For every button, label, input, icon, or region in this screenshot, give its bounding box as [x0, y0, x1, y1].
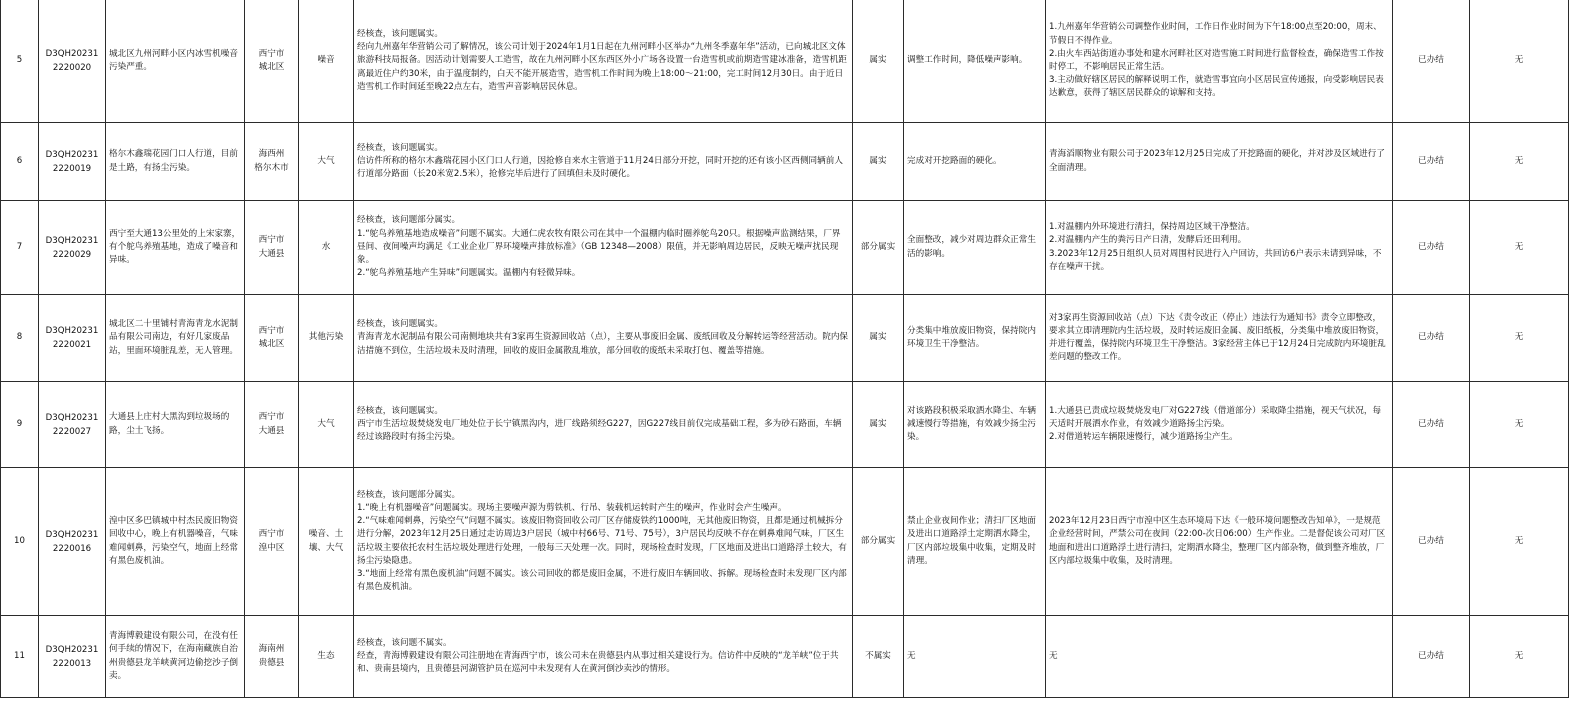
text-line: 1.对温棚内外环境进行清扫，保持周边区域干净整洁。 [1049, 222, 1255, 233]
admin-region [245, 616, 299, 698]
text-line: 湟中区 [258, 542, 285, 553]
admin-region [245, 468, 299, 616]
text-line: 1.“晚上有机器噪音”问题属实。现场主要噪声源为剪铁机、行吊、装载机运转时产生的噪声，作业时会产生噪声。 [357, 502, 787, 513]
handling-status: 已办结 [1393, 123, 1470, 201]
pollution-type: 生态 [299, 616, 354, 698]
text-line: D3QH20231 [45, 529, 99, 540]
text-line: 格尔木市 [254, 162, 289, 173]
complaint-content: 城北区九州河畔小区内冰雪机噪音污染严重。 [106, 0, 245, 123]
investigation-finding [354, 382, 853, 468]
text-line: 经向九州嘉年华营销公司了解情况，该公司计划于2024年1月1日起在九州河畔小区举办“九州冬季嘉年华”活动，已向城北区文体旅游科技局报备。因活动计划需要人工造雪，故在九州河畔小区东西区外小广场各设置一台造雪机或前期造雪建冰准备，造雪机距离最近住户约30米，由于温度制约，白天不能开展造雪，造雪机工作时间为晚上18:00～21:00，完工时间12月30日。由于近日造雪机工作时间延至晚22点左右，造雪声音影响居民休息。 [357, 42, 847, 92]
rectification-progress [1046, 616, 1393, 698]
pollution-type: 其他污染 [299, 295, 354, 382]
handling-status: 已办结 [1393, 616, 1470, 698]
text-line: 经核查，该问题属实。 [357, 28, 443, 39]
text-line: 3.主动做好辖区居民的解释说明工作，就造雪事宜向小区居民宣传通报，向受影响居民表达歉意，获得了辖区居民群众的谅解和支持。 [1049, 75, 1384, 99]
row-seq: 6 [1, 123, 39, 201]
admin-region [245, 382, 299, 468]
text-line: 2.对借道转运车辆限速慢行，减少道路扬尘产生。 [1049, 432, 1238, 443]
text-line: D3QH20231 [45, 149, 99, 160]
accountability: 无 [1470, 468, 1569, 616]
row-seq: 8 [1, 295, 39, 382]
handling-status: 已办结 [1393, 468, 1470, 616]
investigation-finding [354, 0, 853, 123]
text-line: 无 [1049, 650, 1058, 661]
text-line: D3QH20231 [45, 235, 99, 246]
rectification-measures: 禁止企业夜间作业；清扫厂区地面及进出口道路浮土定期洒水降尘，厂区内部垃圾集中收集，定期及时清理。 [904, 468, 1046, 616]
pollution-type: 大气 [299, 123, 354, 201]
rectification-measures: 调整工作时间，降低噪声影响。 [904, 0, 1046, 123]
text-line: 海南州 [258, 644, 285, 655]
text-line: D3QH20231 [45, 326, 99, 336]
table-row [1, 295, 1569, 382]
text-line: 经核查，该问题部分属实。 [357, 489, 461, 500]
case-id [39, 468, 106, 616]
text-line: 西宁市 [258, 529, 285, 540]
text-line: 2.“气味难闻刺鼻，污染空气”问题不属实。该废旧物资回收公司厂区存储废铁约1000吨，无其他废旧物资，且都是通过机械拆分进行分解，2023年12月25日通过走访周边3户居民（城中村66号、71号、75号），3户居民均反映不存在刺鼻难闻气味，厂区生活垃圾主要依托农村生活垃圾处理进行处理，一般每三天处理一次。同时，现场检查时发现，厂区地面及进出口道路浮土较大，有扬尘污染隐患。 [357, 516, 847, 566]
text-line: 经核查，该问题属实。 [357, 319, 443, 330]
complaint-content: 城北区二十里铺村青海青龙水泥制品有限公司南边，有好几家废品站，里面环境脏乱差，无人管理。 [106, 295, 245, 382]
row-seq: 9 [1, 382, 39, 468]
pollution-type: 噪音、土壤、大气 [299, 468, 354, 616]
text-line: 西宁市 [258, 412, 285, 423]
table-row [1, 201, 1569, 295]
rectification-measures: 对该路段积极采取洒水降尘、车辆减速慢行等措施，有效减少扬尘污染。 [904, 382, 1046, 468]
case-id [39, 295, 106, 382]
table-row [1, 468, 1569, 616]
handling-status: 已办结 [1393, 201, 1470, 295]
accountability: 无 [1470, 616, 1569, 698]
text-line: 经核查，该问题属实。 [357, 142, 443, 153]
verification-result: 属实 [853, 295, 904, 382]
text-line: 经核查，该问题属实。 [357, 405, 443, 416]
pollution-type: 大气 [299, 382, 354, 468]
investigation-finding [354, 295, 853, 382]
text-line: 1.“鸵鸟养殖基地造成噪音”问题不属实。大通仁虎农牧有限公司在其中一个温棚内临时圈养鸵鸟20只。根据噪声监测结果，厂界昼间、夜间噪声均满足《工业企业厂界环境噪声排放标准》（GB 12348—2008）限值，并无影响周边居民，反映无噪声扰民现象。 [357, 228, 841, 266]
complaint-content: 西宁至大通13公里处的上宋家寨，有个鸵鸟养殖基地，造成了噪音和异味。 [106, 201, 245, 295]
rectification-progress [1046, 382, 1393, 468]
verification-result: 属实 [853, 382, 904, 468]
text-line: D3QH20231 [45, 49, 99, 59]
text-line: 1.大通县已责成垃圾焚烧发电厂对G227线（借道部分）采取降尘措施，视天气状况，每天适时开展洒水作业，有效减少道路扬尘污染。 [1049, 405, 1382, 429]
verification-result: 部分属实 [853, 468, 904, 616]
text-line: 西宁市 [258, 48, 285, 59]
text-line: 2220029 [52, 249, 92, 260]
case-id [39, 201, 106, 295]
table-row [1, 382, 1569, 468]
rectification-measures: 全面整改，减少对周边群众正常生活的影响。 [904, 201, 1046, 295]
handling-status: 已办结 [1393, 382, 1470, 468]
accountability: 无 [1470, 0, 1569, 123]
text-line: 海西州 [258, 149, 285, 160]
text-line: 青海青龙水泥制品有限公司南侧地块共有3家再生资源回收站（点），主要从事废旧金属、废纸回收及分解转运等经营活动。院内保洁措施不到位，生活垃圾未及时清理，回收的废旧金属散乱堆放，部分回收的废纸未采取打包、覆盖等措施。 [357, 332, 849, 356]
text-line: 经查，青海博毅建设有限公司注册地在青海西宁市，该公司未在贵德县内从事过相关建设行为。信访件中反映的“龙羊峡”位于共和、贵南县境内，且贵德县河湖管护员在巡河中未发现有人在黄河倒沙卖沙的情形。 [357, 650, 839, 675]
case-id [39, 123, 106, 201]
table-row [1, 0, 1569, 123]
text-line: 城北区 [258, 62, 285, 72]
rectification-progress [1046, 295, 1393, 382]
investigation-finding [354, 468, 853, 616]
admin-region [245, 0, 299, 123]
rectification-progress [1046, 0, 1393, 123]
verification-result: 不属实 [853, 616, 904, 698]
accountability: 无 [1470, 201, 1569, 295]
investigation-finding [354, 123, 853, 201]
text-line: 2.“鸵鸟养殖基地产生异味”问题属实。温棚内有轻微异味。 [357, 268, 581, 279]
text-line: 3.2023年12月25日组织人员对周围村民进行入户回访，共回访6户表示未请到异味，不存在噪声干扰。 [1049, 248, 1382, 272]
admin-region [245, 295, 299, 382]
rectification-measures: 完成对开挖路面的硬化。 [904, 123, 1046, 201]
handling-status: 已办结 [1393, 295, 1470, 382]
verification-result: 属实 [853, 0, 904, 123]
text-line: 大通县 [258, 248, 285, 259]
text-line: 大通县 [258, 425, 285, 436]
rectification-progress [1046, 201, 1393, 295]
text-line: D3QH20231 [45, 644, 99, 655]
text-line: 2023年12月23日西宁市湟中区生态环境局下达《一般环境问题整改告知单》，一是规范企业经营时间，严禁公司在夜间（22:00-次日06:00）生产作业。二是督促该公司对厂区地面和进出口道路浮土进行清扫，定期洒水降尘，整理厂区内部杂物，做到整齐堆放，厂区内部垃圾集中收集，及时清理。 [1049, 516, 1386, 566]
text-line: 2.对温棚内产生的粪污日产日清，发酵后还田利用。 [1049, 235, 1247, 246]
text-line: 2220021 [52, 340, 92, 350]
complaint-content: 湟中区多巴镇城中村杰民废旧物资回收中心，晚上有机器噪音，气味难闻刺鼻，污染空气，地面上经常有黑色废机油。 [106, 468, 245, 616]
case-id [39, 0, 106, 123]
text-line: 3.“地面上经常有黑色废机油”问题不属实。该公司回收的都是废旧金属，不进行废旧车辆回收、拆解。现场检查时未发现厂区内部有黑色废机油。 [357, 568, 847, 593]
text-line: D3QH20231 [45, 412, 99, 423]
text-line: 2220019 [52, 163, 92, 174]
text-line: 2220013 [52, 658, 92, 669]
text-line: 西宁市生活垃圾焚烧发电厂地处位于长宁镇黑沟内，进厂线路须经G227，因G227线目前仅完成基础工程，多为砂石路面，车辆经过该路段时有扬尘污染。 [357, 418, 842, 443]
case-id [39, 616, 106, 698]
text-line: 西宁市 [258, 235, 285, 246]
text-line: 信访件所称的格尔木鑫瑞花园小区门口人行道，因抢修自来水主管道于11月24日部分开挖，同时开挖的还有该小区西侧同辆前人行道部分路面（长20米宽2.5米），抢修完毕后进行了回填但未及时硬化。 [357, 155, 843, 180]
case-id [39, 382, 106, 468]
pollution-type: 水 [299, 201, 354, 295]
verification-result: 属实 [853, 123, 904, 201]
row-seq: 7 [1, 201, 39, 295]
text-line: 贵德县 [258, 657, 285, 668]
accountability: 无 [1470, 382, 1569, 468]
text-line: 经核查，该问题部分属实。 [357, 215, 461, 226]
accountability: 无 [1470, 295, 1569, 382]
rectification-progress [1046, 468, 1393, 616]
row-seq: 11 [1, 616, 39, 698]
text-line: 经核查，该问题不属实。 [357, 637, 452, 648]
table-row [1, 123, 1569, 201]
table-row [1, 616, 1569, 698]
row-seq: 10 [1, 468, 39, 616]
text-line: 1.九州嘉年华营销公司调整作业时间，工作日作业时间为下午18:00点至20:00，周末、节假日不得作业。 [1049, 22, 1382, 46]
text-line: 青海滔顺物业有限公司于2023年12月25日完成了开挖路面的硬化，并对涉及区域进行了全面清理。 [1049, 149, 1385, 173]
rectification-measures: 无 [904, 616, 1046, 698]
text-line: 2220020 [52, 63, 92, 73]
handling-status: 已办结 [1393, 0, 1470, 123]
verification-result: 部分属实 [853, 201, 904, 295]
pollution-type: 噪音 [299, 0, 354, 123]
rectification-progress [1046, 123, 1393, 201]
investigation-finding [354, 201, 853, 295]
text-line: 2.由火车西站街道办事处和建水河畔社区对造雪施工时间进行监督检查，确保造雪工作按时停工，不影响居民正常生活。 [1049, 48, 1384, 72]
text-line: 城北区 [258, 339, 285, 349]
investigation-finding [354, 616, 853, 698]
text-line: 2220016 [52, 543, 92, 554]
text-line: 对3家再生资源回收站（点）下达《责令改正（停止）违法行为通知书》责令立即整改，要求其立即清理院内生活垃圾，及时转运废旧金属、废旧纸板，分类集中堆放废旧物资，并进行覆盖，保持院内环境卫生干净整洁。3家经营主体已于12月24日完成院内环境脏乱差问题的整改工作。 [1049, 312, 1386, 363]
row-seq: 5 [1, 0, 39, 123]
complaint-content: 大通县上庄村大黑沟到垃圾场的路，尘土飞扬。 [106, 382, 245, 468]
complaint-content: 青海博毅建设有限公司，在没有任何手续的情况下，在海南藏族自治州贵德县龙羊峡黄河边偷挖沙子倒卖。 [106, 616, 245, 698]
text-line: 西宁市 [258, 325, 285, 336]
complaint-content: 格尔木鑫瑞花园门口人行道，目前是土路，有扬尘污染。 [106, 123, 245, 201]
admin-region [245, 123, 299, 201]
rectification-measures: 分类集中堆放废旧物资，保持院内环境卫生干净整洁。 [904, 295, 1046, 382]
accountability: 无 [1470, 123, 1569, 201]
text-line: 2220027 [52, 426, 92, 437]
admin-region [245, 201, 299, 295]
